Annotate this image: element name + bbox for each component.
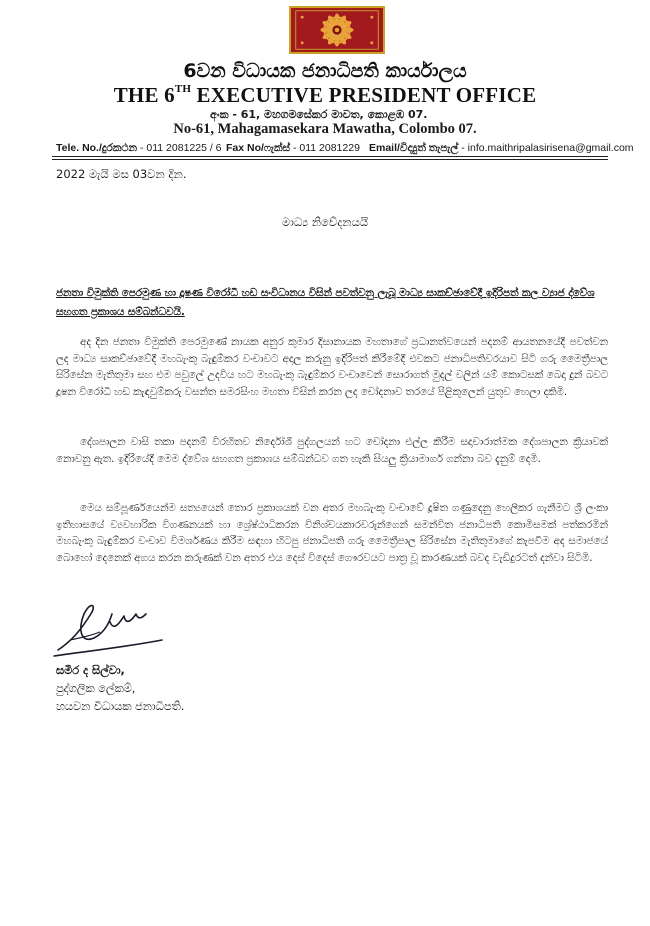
paragraph-3: මෙය සම්පූර්ණයෙන්ම සත්‍යයෙන් තොර ප්‍රකාශයක් වන අතර මහබැංකු වංචාවේ දූෂිත ගණුදෙනු හෙලිකර ගැනීමට ශ්‍රී ලංකා ඉතිහාසයේ ව්‍යවහාරික විගණනයක් හා ශ්‍රේෂ්ඨාධිකරන විනිශ්චයකාරවරුන්ගෙන් සමන්විත ජනාධිපති කොමිසමක් පත්කරමින් මහබැංකු බැඳුම්කර වංචාව විමර්ශණය කිරීම සඳහා හිටපු ජනාධිපති ගරු මෛත්‍රීපාල සිරිසේන මැතිතුමාගේ කැපවීම අද සමාජයේ බොහෝ දෙනෙක් අගය කරන කරුණක් වන අතර එය දෙස් විදෙස් ගෞරවයට පාත්‍ර වූ කාරණයක් බවද වැඩිදුරටත් දන්වා සිටිමි.: [56, 502, 608, 564]
contact-details: [56, 142, 634, 156]
header-divider: [52, 156, 608, 157]
email: Email/විද්‍යුත් තැපැල් - info.maithripalasirisena@gmail.com: [369, 142, 634, 154]
letter-subject: ජනතා විමුක්ති පෙරමුණ හා දූෂණ විරෝධී හඩ සංවිධානය විසින් පවත්වනු ලැබූ මාධ්‍ය සාකච්ඡාවේදී ඉදිරිපත් කල ව්‍යාජ ද්වේශ සහගත ප්‍රකාශය සම්බන්ධවයි.: [56, 287, 595, 318]
signatory-name: සමීර ද සිල්වා,: [56, 664, 125, 677]
office-emblem-logo: [289, 6, 385, 54]
office-title-sinhala: 6වන විධායක ජනාධිපති කාර්යාලය: [183, 60, 467, 82]
office-title-english: THE 6TH EXECUTIVE PRESIDENT OFFICE: [113, 83, 537, 107]
paragraph-2: දේශපාලන වාසි තකා පදනම් විරහිතව නිර්දෝශී පුද්ගලයන් හට චෝදනා එල්ල කිරීම සදාචාරාත්මක දේශපාලන ක්‍රියාවක් නොවනු ඇත. ඉදිරියේදී මෙම ද්වේශ සහගත ප්‍රකාශය සම්බන්ධව ගත හැකි සියලු ක්‍රියාමාර්ග ගන්නා බව දැනුම් දෙමි.: [56, 436, 608, 465]
address-sinhala: අංක - 61, මහගමසේකර මාවත, කොළඹ 07.: [210, 108, 428, 121]
handwritten-signature: [50, 592, 170, 662]
paragraph-1: අද දින ජනතා විමුක්ති පෙරමුණේ නායක අනුර කුමාර දිසානායක මහතාගේ ප්‍රධානත්වයෙන් පදනම් ආයතනයේදී පවත්වන ලද මාධ්‍ය සාකච්ඡාවේදී මහබැංකු බැඳුම්කර වංචාවට අදාල කරුනු ඉදිරිපත් කිරීමේදී එවකට ජනාධිපතිවරයාව සිටි ගරු මෛත්‍රීපාල සිරිසේන මැතිතුමා සහ එම පවුලේ උදවිය හට මහබැංකු බැඳුම්කර වංචාවෙන් සොරාගත් මුදල් වලින් යම් කොටසක් බෙදා දුන් බවට දූෂන විරෝධී හඩ කැඳවුම්කරු වසන්ත සමරසිංහ මහතා විසින් කරන ලද චෝදනාව තරයේ පිළිකුලෙන් යුතුව හෙලා දකිමි.: [56, 336, 608, 398]
header-divider-secondary: [52, 159, 608, 160]
signatory-block: [56, 662, 184, 716]
signatory-office: හයවන විධායක ජනාධිපති.: [56, 700, 185, 713]
telephone: Tele. No./දුරකථන - 011 2081225 / 6: [56, 142, 222, 154]
letter-date: 2022 මැයි මස 03වන දින.: [56, 167, 187, 181]
lotus-emblem-icon: [291, 8, 383, 52]
letter-heading: මාධ්‍ය නිවේදනයයි: [281, 215, 369, 229]
address-english: No-61, Mahagamasekara Mawatha, Colombo 07.: [173, 121, 477, 137]
signatory-title: පුද්ගලික ලේකම්,: [56, 682, 136, 695]
fax: Fax No/ෆැක්ස් - 011 2081229: [226, 142, 360, 154]
